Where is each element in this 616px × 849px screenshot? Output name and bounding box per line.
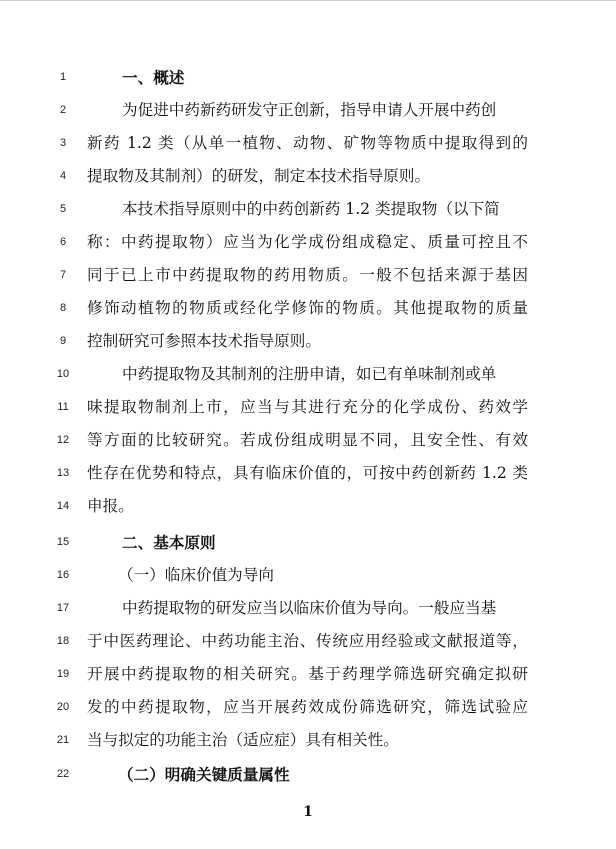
paragraph-text: 本技术指导原则中的中药创新药 1.2 类提取物（以下简	[122, 200, 500, 218]
paragraph-text: 发的中药提取物，应当开展药效成份筛选研究，筛选试验应	[87, 698, 528, 716]
line-number: 22	[56, 768, 70, 780]
line-number: 12	[56, 434, 70, 446]
text-line	[0, 724, 616, 757]
line-number: 1	[59, 71, 67, 83]
text-line	[0, 94, 616, 127]
line-number: 2	[59, 104, 67, 116]
line-number: 7	[59, 269, 67, 281]
line-number: 17	[56, 602, 70, 614]
paragraph-text: 于中医药理论、中药功能主治、传统应用经验或文献报道等，	[87, 632, 528, 650]
line-number: 19	[56, 668, 70, 680]
text-line	[0, 193, 616, 226]
paragraph-text: 提取物及其制剂）的研发，制定本技术指导原则。	[87, 167, 431, 185]
paragraph-text: 等方面的比较研究。若成份组成明显不同，且安全性、有效	[87, 431, 528, 449]
text-line	[0, 457, 616, 490]
text-line	[0, 559, 616, 592]
text-line	[0, 292, 616, 325]
text-line	[0, 358, 616, 391]
line-number: 3	[59, 137, 67, 149]
line-number: 18	[56, 635, 70, 647]
text-line	[0, 758, 616, 791]
subsection-heading: （一）临床价值为导向	[118, 566, 274, 584]
text-line	[0, 160, 616, 193]
text-line	[0, 127, 616, 160]
line-number: 8	[59, 302, 67, 314]
text-line	[0, 625, 616, 658]
paragraph-text: 为促进中药新药研发守正创新，指导申请人开展中药创	[122, 101, 497, 119]
paragraph-text: 中药提取物的研发应当以临床价值为导向。一般应当基	[122, 599, 497, 617]
line-number: 9	[59, 335, 67, 347]
paragraph-text: 中药提取物及其制剂的注册申请，如已有单味制剂或单	[122, 365, 497, 383]
section-heading: 二、基本原则	[122, 533, 216, 552]
paragraph-text: 性存在优势和特点，具有临床价值的，可按中药创新药 1.2 类	[87, 464, 528, 482]
text-line	[0, 592, 616, 625]
paragraph-text: 称：中药提取物）应当为化学成份组成稳定、质量可控且不	[87, 233, 528, 251]
text-line	[0, 526, 616, 559]
line-number: 6	[59, 236, 67, 248]
text-line	[0, 226, 616, 259]
paragraph-text: 当与拟定的功能主治（适应症）具有相关性。	[87, 731, 399, 749]
paragraph-text: 开展中药提取物的相关研究。基于药理学筛选研究确定拟研	[87, 665, 528, 683]
paragraph-text: 控制研究可参照本技术指导原则。	[87, 332, 321, 350]
line-number: 11	[57, 401, 69, 413]
line-number: 16	[56, 569, 70, 581]
text-line	[0, 691, 616, 724]
line-number: 13	[56, 467, 70, 479]
line-number: 21	[56, 734, 70, 746]
paragraph-text: 新药 1.2 类（从单一植物、动物、矿物等物质中提取得到的	[87, 134, 528, 152]
section-heading: 一、概述	[122, 68, 185, 87]
text-line	[0, 490, 616, 523]
line-number: 5	[59, 203, 67, 215]
text-line	[0, 325, 616, 358]
paragraph-text: 味提取物制剂上市，应当与其进行充分的化学成份、药效学	[87, 398, 528, 416]
text-line	[0, 424, 616, 457]
text-line	[0, 61, 616, 94]
text-line	[0, 658, 616, 691]
page-top-border	[0, 0, 616, 1]
text-line	[0, 259, 616, 292]
line-number: 10	[56, 368, 70, 380]
paragraph-text: 申报。	[87, 497, 134, 515]
paragraph-text: 修饰动植物的物质或经化学修饰的物质。其他提取物的质量	[87, 299, 528, 317]
paragraph-text: 同于已上市中药提取物的药用物质。一般不包括来源于基因	[87, 266, 528, 284]
subsection-heading: （二）明确关键质量属性	[118, 765, 290, 784]
line-number: 4	[59, 170, 67, 182]
text-line	[0, 391, 616, 424]
line-number: 15	[56, 536, 70, 548]
line-number: 20	[56, 701, 70, 713]
line-number: 14	[56, 500, 70, 512]
page-number: 1	[303, 804, 313, 820]
